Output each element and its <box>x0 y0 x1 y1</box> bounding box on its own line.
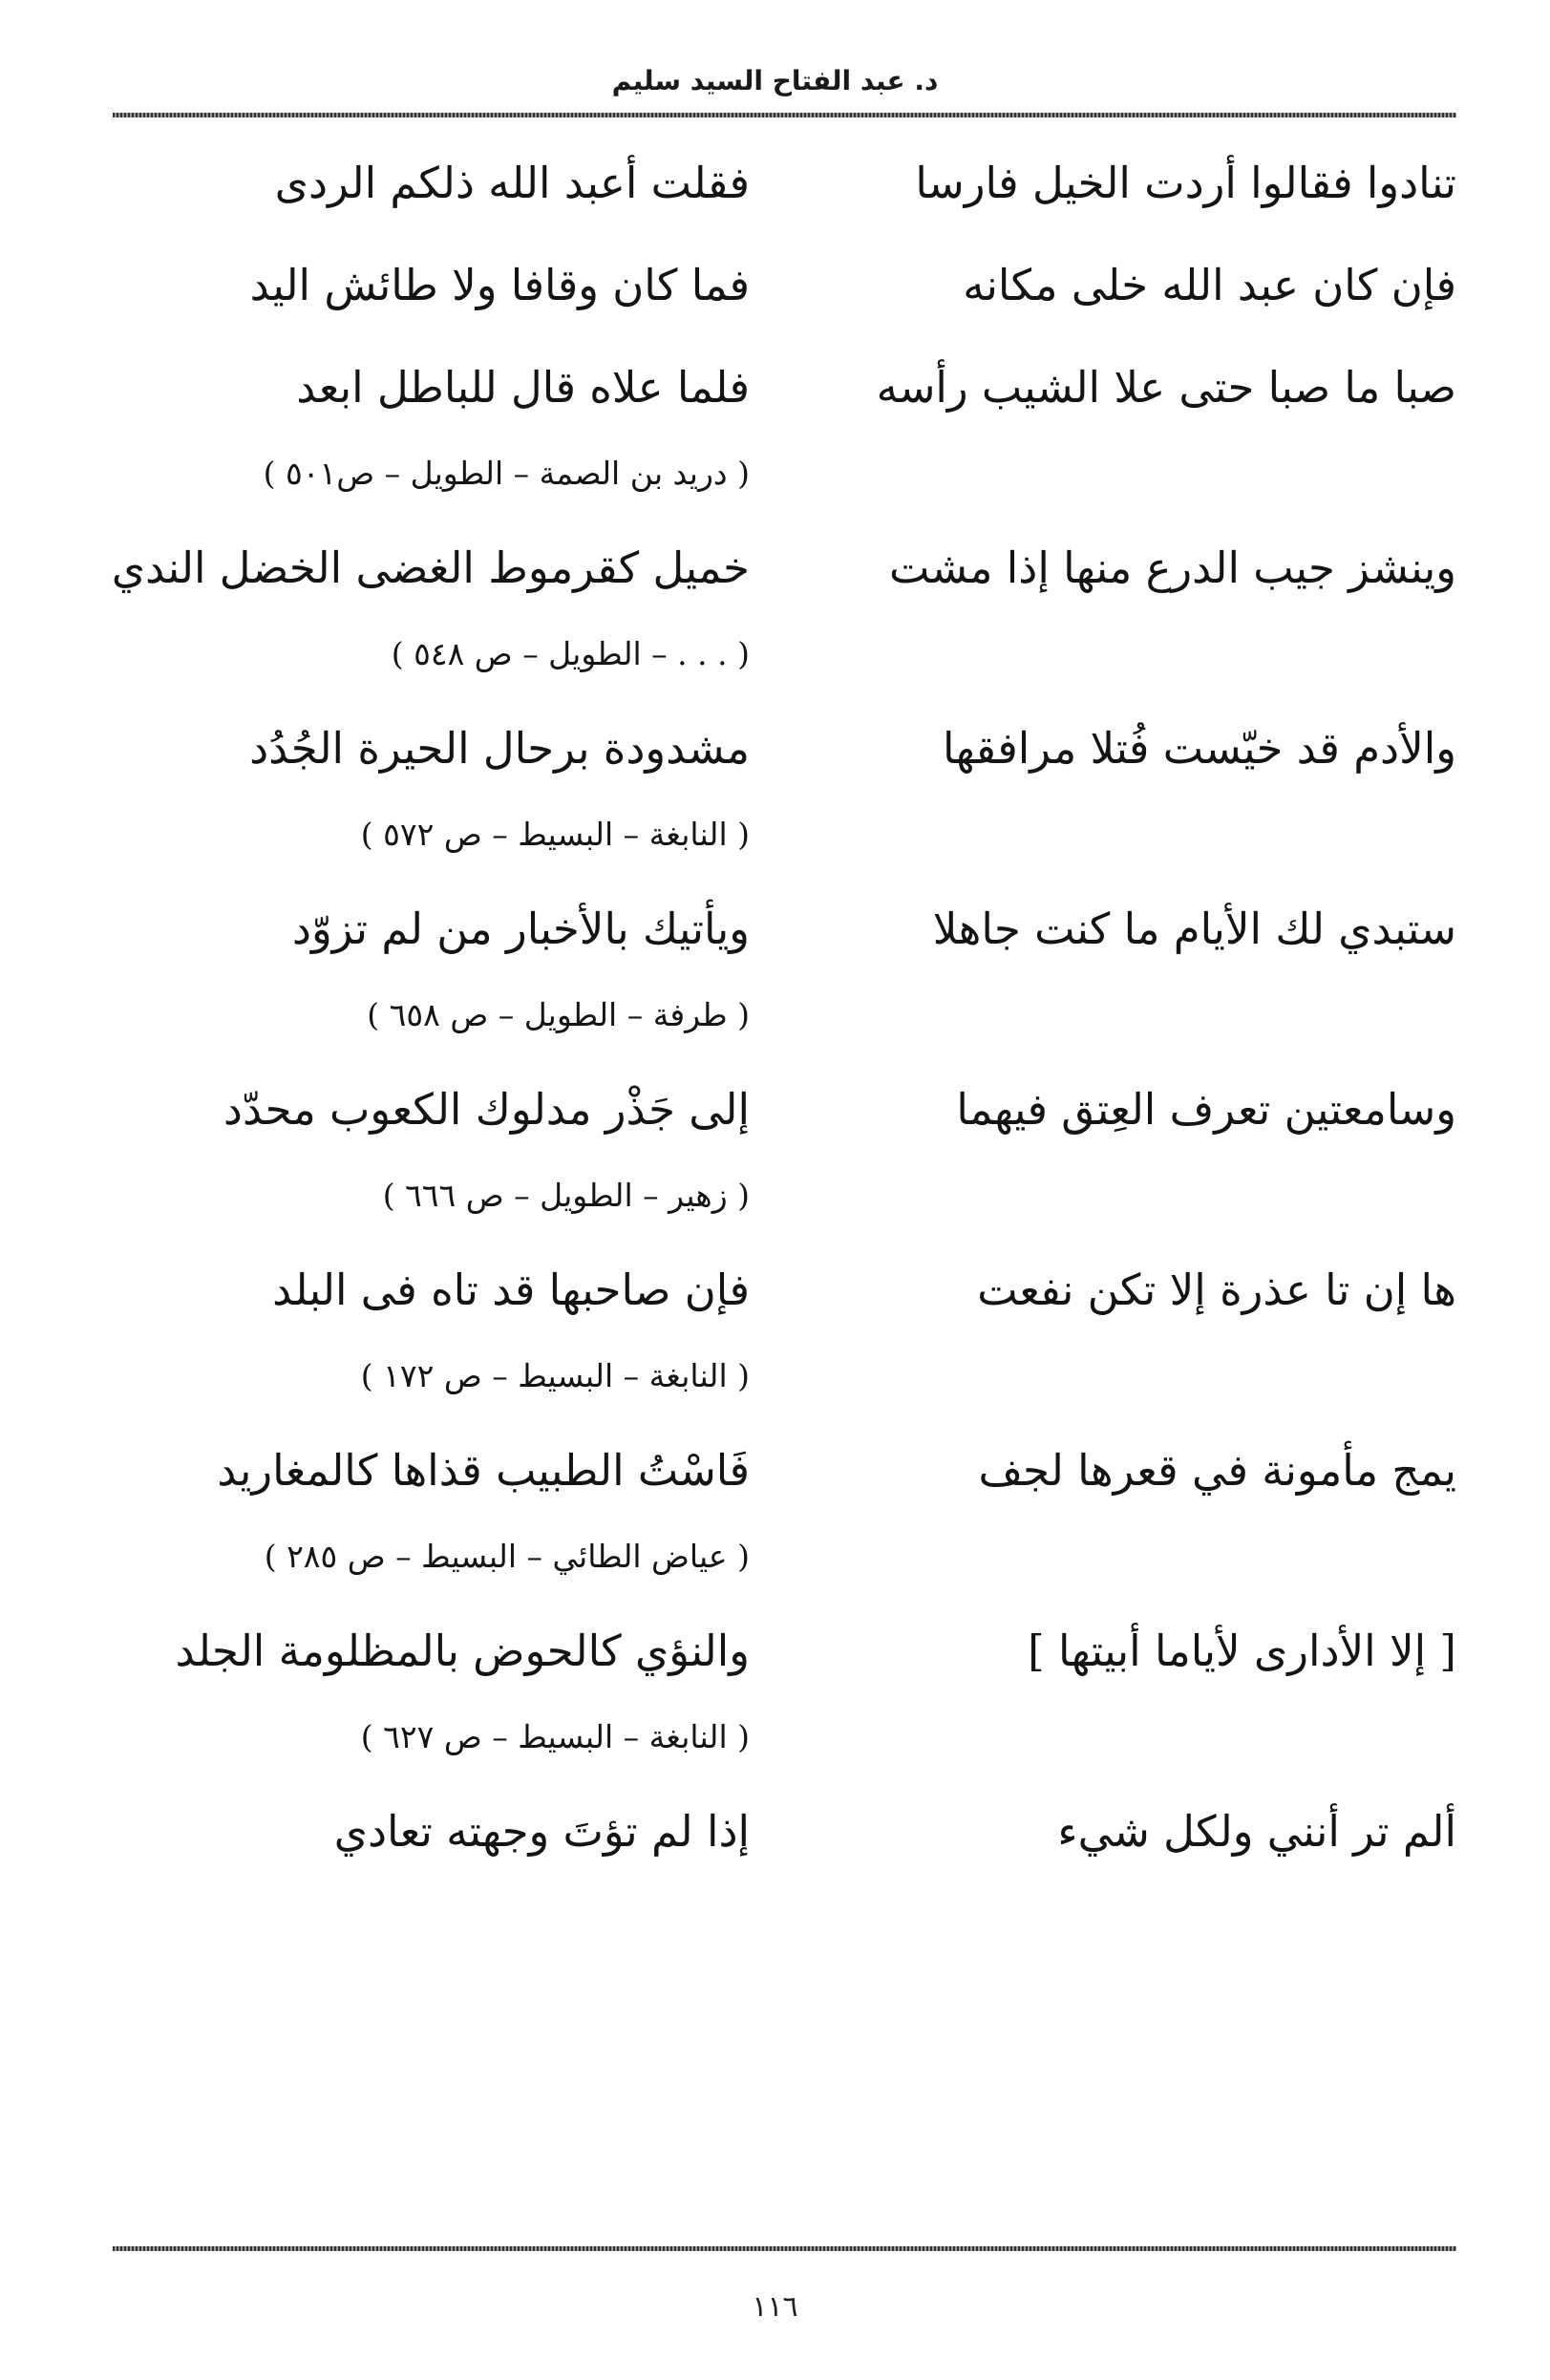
running-head: د. عبد الفتاح السيد سليم <box>611 65 939 96</box>
verse-second-hemistich: مشدودة برحال الحيرة الجُدُد <box>249 723 750 774</box>
verse-row <box>113 1421 1456 1523</box>
verse-row <box>113 338 1456 440</box>
verse-second-hemistich: خميل كقرموط الغضى الخضل الندي <box>111 542 750 593</box>
verse-second-hemistich: فإن صاحبها قد تاه فى البلد <box>272 1264 750 1315</box>
citation-row <box>113 1523 1456 1602</box>
citation-row <box>113 440 1456 519</box>
header-rule <box>113 113 1456 117</box>
citation: ( النابغة – البسيط – ص ١٧٢ ) <box>360 1357 750 1394</box>
citation: ( دريد بن الصمة – الطويل – ص٥٠١ ) <box>263 455 750 492</box>
verse-row <box>113 236 1456 338</box>
verse-first-hemistich: وينشز جيب الدرع منها إذا مشت <box>889 542 1456 593</box>
verse-second-hemistich: فما كان وقافا ولا طائش اليد <box>249 260 750 310</box>
verse-first-hemistich: [ إلا الأدارى لأياما أبيتها ] <box>1028 1626 1456 1676</box>
verse-second-hemistich: والنؤي كالحوض بالمظلومة الجلد <box>175 1626 750 1676</box>
verse-first-hemistich: يمج مأمونة في قعرها لجف <box>978 1445 1456 1496</box>
citation: ( زهير – الطويل – ص ٦٦٦ ) <box>382 1177 750 1214</box>
citation-row <box>113 1704 1456 1782</box>
citation-row <box>113 801 1456 880</box>
verse-row <box>113 1241 1456 1343</box>
verse-row <box>113 880 1456 982</box>
verse-row <box>113 1060 1456 1162</box>
footer-rule <box>113 2246 1456 2251</box>
verse-first-hemistich: فإن كان عبد الله خلى مكانه <box>963 260 1456 310</box>
citation-row <box>113 1162 1456 1241</box>
verse-second-hemistich: ويأتيك بالأخبار من لم تزوّد <box>291 903 750 954</box>
page-number: ١١٦ <box>752 2290 798 2324</box>
verse-second-hemistich: إذا لم تؤتَ وجهته تعادي <box>333 1806 750 1857</box>
verse-first-hemistich: وسامعتين تعرف العِتق فيهما <box>956 1084 1456 1135</box>
verse-second-hemistich: إلى جَذْر مدلوك الكعوب محدّد <box>223 1084 750 1135</box>
citation: ( عياض الطائي – البسيط – ص ٢٨٥ ) <box>264 1538 750 1575</box>
verse-list <box>113 134 1456 1884</box>
verse-row <box>113 699 1456 801</box>
citation: ( طرفة – الطويل – ص ٦٥٨ ) <box>367 996 750 1033</box>
verse-row <box>113 1602 1456 1704</box>
citation: ( النابغة – البسيط – ص ٥٧٢ ) <box>360 816 750 853</box>
citation-row <box>113 982 1456 1060</box>
verse-first-hemistich: تنادوا فقالوا أردت الخيل فارسا <box>915 158 1456 208</box>
citation: ( النابغة – البسيط – ص ٦٢٧ ) <box>360 1718 750 1755</box>
verse-first-hemistich: ألم تر أنني ولكل شيء <box>1057 1806 1456 1857</box>
verse-second-hemistich: فلما علاه قال للباطل ابعد <box>296 362 750 413</box>
citation-row <box>113 1343 1456 1421</box>
verse-first-hemistich: ها إن تا عذرة إلا تكن نفعت <box>977 1264 1456 1315</box>
verse-first-hemistich: صبا ما صبا حتى علا الشيب رأسه <box>876 362 1456 413</box>
verse-second-hemistich: فقلت أعبد الله ذلكم الردى <box>274 158 750 208</box>
verse-row <box>113 134 1456 236</box>
verse-second-hemistich: فَاسْتُ الطبيب قذاها كالمغاريد <box>217 1445 750 1496</box>
verse-row <box>113 519 1456 621</box>
citation-row <box>113 621 1456 699</box>
citation: ( . . . – الطويل – ص ٥٤٨ ) <box>391 635 750 672</box>
verse-first-hemistich: والأدم قد خيّست فُتلا مرافقها <box>943 723 1456 774</box>
verse-first-hemistich: ستبدي لك الأيام ما كنت جاهلا <box>932 903 1456 954</box>
verse-row <box>113 1782 1456 1884</box>
